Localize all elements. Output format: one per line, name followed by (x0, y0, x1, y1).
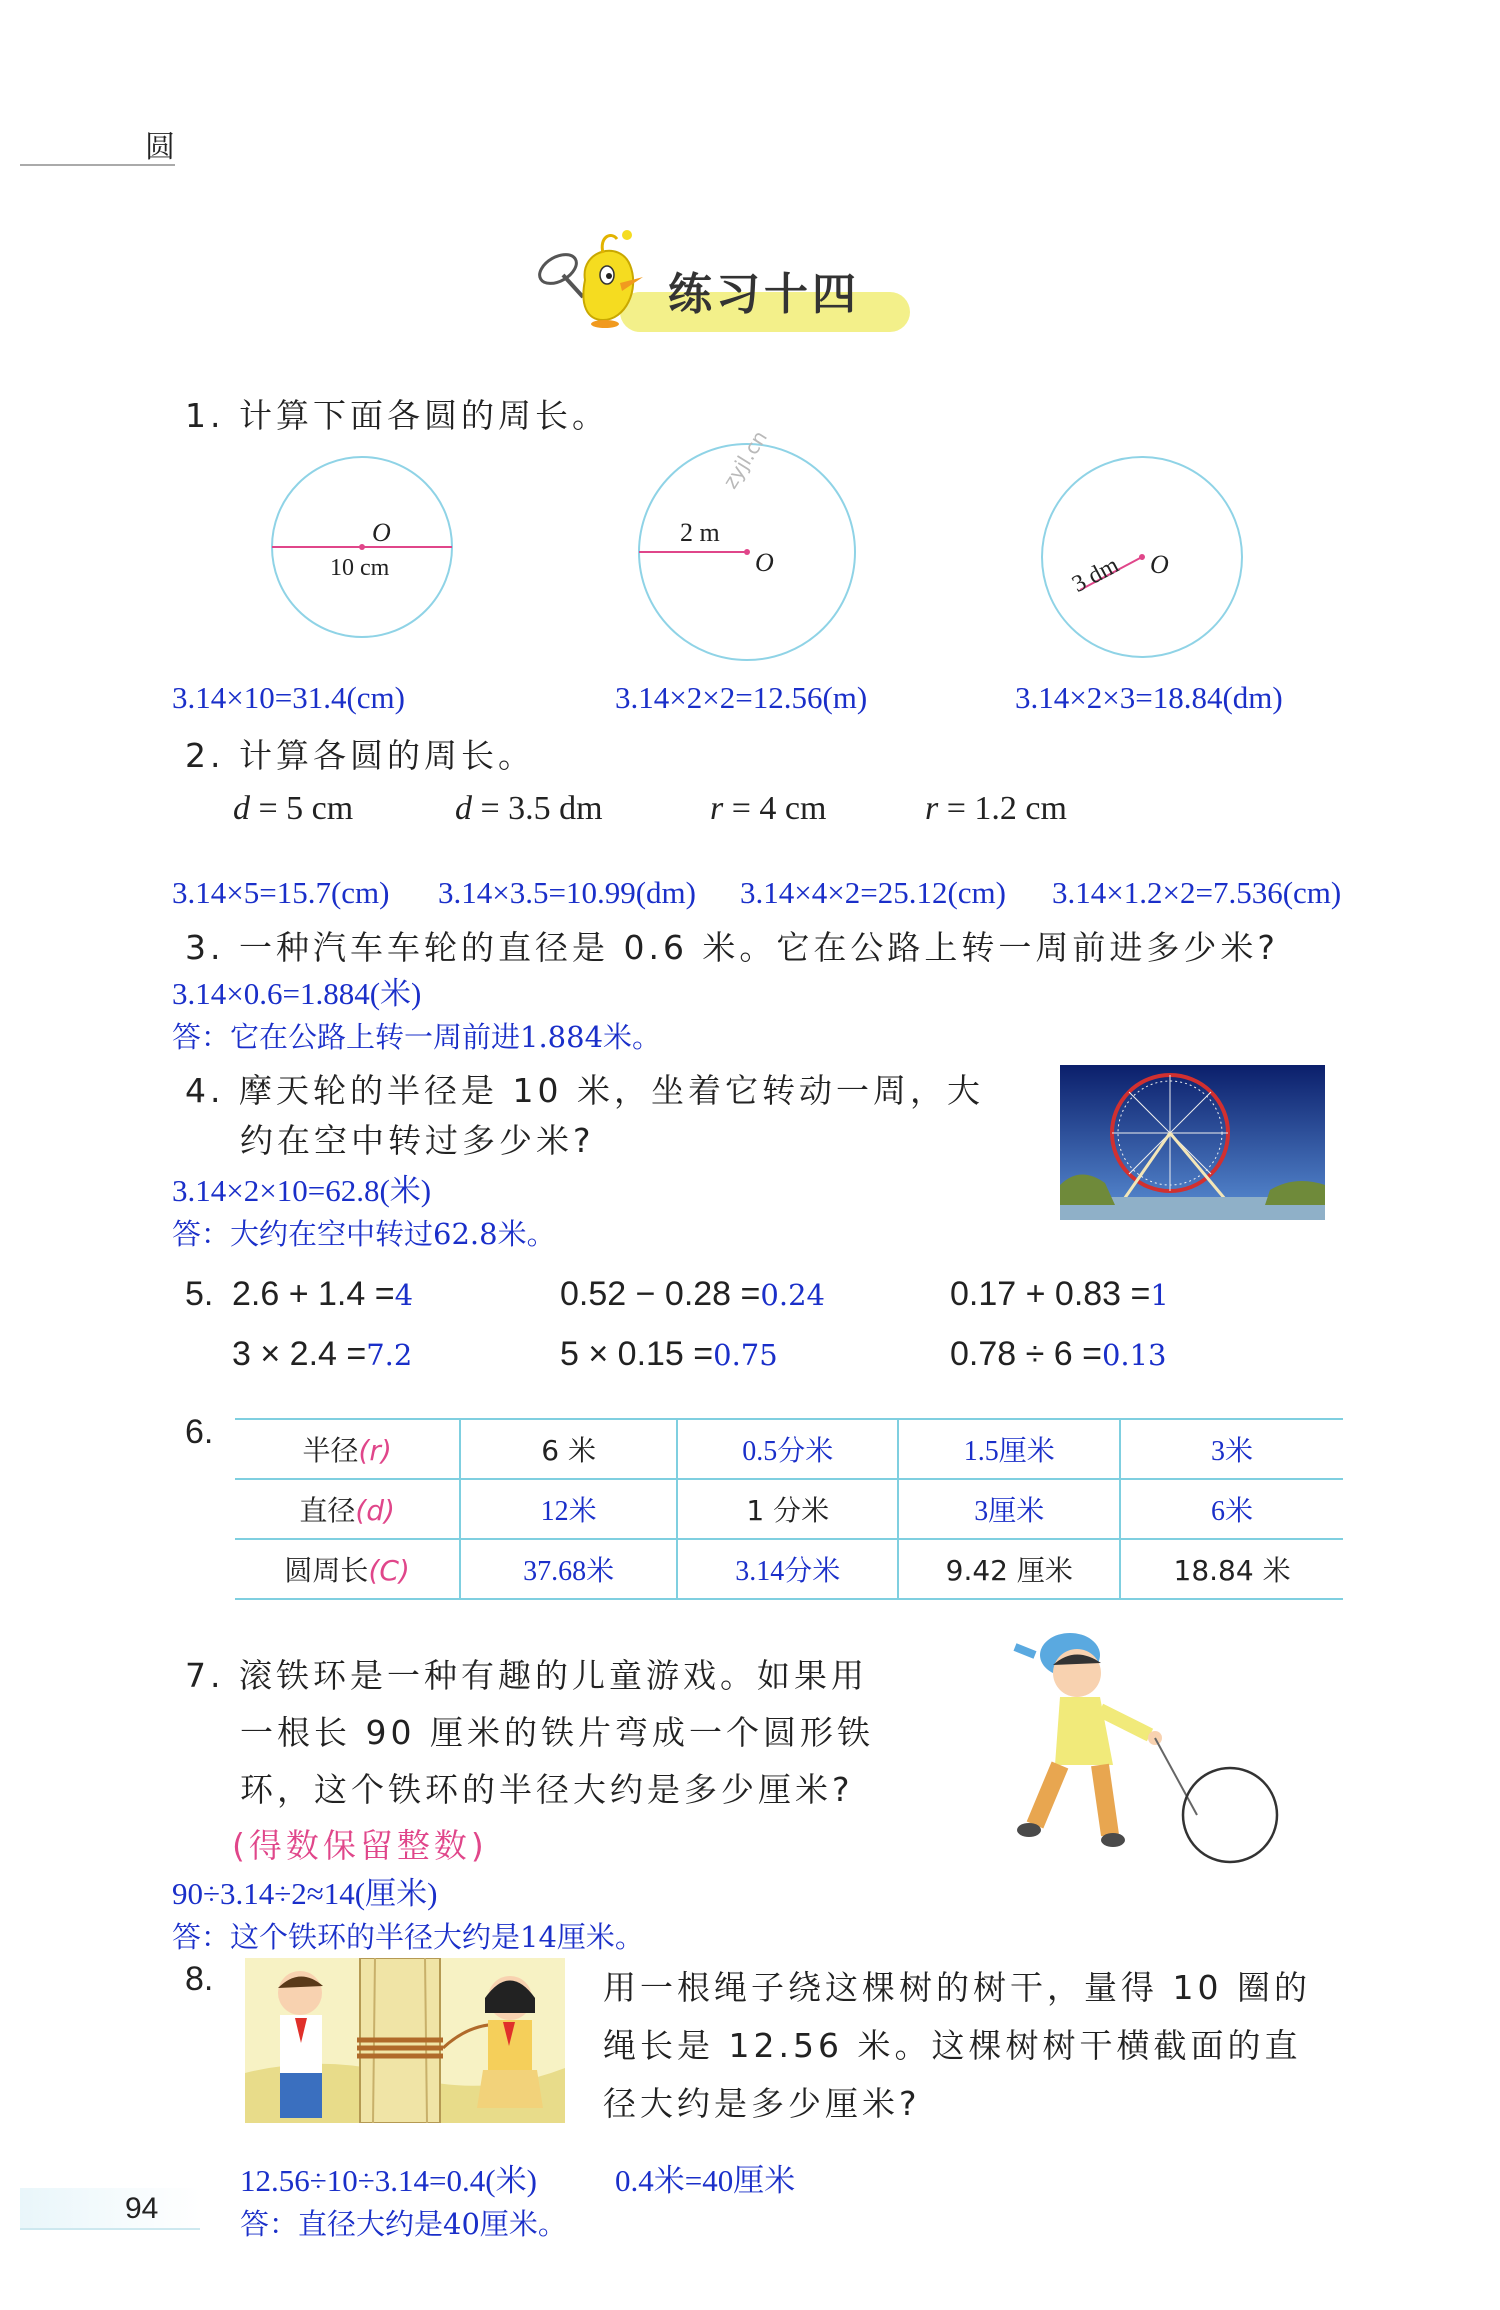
chapter-header (20, 118, 175, 166)
q2-item-3: r = 4 cm (710, 790, 827, 827)
q5-expr-3: 0.17 + 0.83 =1 (950, 1275, 1169, 1313)
q7-answer-2: 答：这个铁环的半径大约是14厘米。 (172, 1920, 644, 1954)
q1-prompt: 1. 计算下面各圆的周长。 (185, 396, 609, 435)
table-row (235, 1479, 1343, 1539)
table-row (235, 1419, 1343, 1479)
q2-answer-4: 3.14×1.2×2=7.536(cm) (1052, 875, 1342, 910)
q1-circle-1 (270, 450, 465, 645)
q1-c1-center-label: O (372, 518, 391, 547)
q8-line-3: 径大约是多少厘米? (603, 2084, 921, 2123)
page-number: 94 (125, 2192, 159, 2225)
ferris-wheel-illustration (1060, 1065, 1325, 1220)
table-cell: 6 米 (460, 1419, 677, 1479)
row-label: 直径(d) (235, 1479, 460, 1539)
q5-expr-6: 0.78 ÷ 6 =0.13 (950, 1335, 1167, 1373)
q1-answer-2: 3.14×2×2=12.56(m) (615, 680, 868, 715)
table-cell: 1.5厘米 (898, 1419, 1120, 1479)
q1-c1-measure: 10 cm (330, 555, 390, 581)
q3-prompt: 3. 一种汽车车轮的直径是 0.6 米。它在公路上转一周前进多少米? (185, 928, 1279, 967)
q4-answer-1: 3.14×2×10=62.8(米) (172, 1173, 432, 1208)
table-cell: 9.42 厘米 (898, 1539, 1120, 1599)
table-cell: 3米 (1120, 1419, 1343, 1479)
footer-band (20, 2188, 200, 2230)
q1-c3-measure: 3 dm (1068, 552, 1124, 598)
q5-number: 5. (185, 1275, 214, 1313)
q2-answer-3: 3.14×4×2=25.12(cm) (740, 875, 1006, 910)
table-cell: 18.84 米 (1120, 1539, 1343, 1599)
q8-answer-1b: 0.4米=40厘米 (615, 2163, 796, 2198)
table-row (235, 1539, 1343, 1599)
page-title: 练习十四 (668, 269, 860, 320)
table-cell: 0.5分米 (677, 1419, 898, 1479)
q1-answer-1: 3.14×10=31.4(cm) (172, 680, 405, 715)
q3-answer-1: 3.14×0.6=1.884(米) (172, 976, 422, 1011)
q7-line-3: 环，这个铁环的半径大约是多少厘米? (240, 1770, 854, 1809)
q4-answer-2: 答：大约在空中转过62.8米。 (172, 1217, 556, 1251)
row-label: 圆周长(C) (235, 1539, 460, 1599)
table-cell: 3厘米 (898, 1479, 1120, 1539)
q2-item-1: d = 5 cm (233, 790, 354, 827)
boy-rolling-hoop-illustration (1005, 1625, 1295, 1885)
q1-circle-3 (1040, 455, 1245, 660)
watermark-text: zyjl.cn (718, 426, 772, 493)
q8-number: 8. (185, 1960, 214, 1998)
table-cell: 1 分米 (677, 1479, 898, 1539)
q5-expr-2: 0.52 − 0.28 =0.24 (560, 1275, 825, 1313)
table-cell: 3.14分米 (677, 1539, 898, 1599)
children-measuring-tree-illustration (245, 1958, 565, 2123)
q1-c3-center-label: O (1150, 550, 1169, 579)
q8-line-2: 绳长是 12.56 米。这棵树树干横截面的直 (603, 2026, 1302, 2065)
q7-line-1: 7. 滚铁环是一种有趣的儿童游戏。如果用 (185, 1656, 868, 1695)
q5-expr-5: 5 × 0.15 =0.75 (560, 1335, 778, 1373)
q2-prompt: 2. 计算各圆的周长。 (185, 736, 535, 775)
q7-line-2: 一根长 90 厘米的铁片弯成一个圆形铁 (240, 1713, 874, 1752)
q1-c2-center-label: O (755, 548, 774, 577)
q1-answer-3: 3.14×2×3=18.84(dm) (1015, 680, 1283, 715)
q2-answer-1: 3.14×5=15.7(cm) (172, 875, 390, 910)
q8-answer-2: 答：直径大约是40厘米。 (240, 2207, 567, 2241)
table-cell: 6米 (1120, 1479, 1343, 1539)
q4-line-1: 4. 摩天轮的半径是 10 米，坐着它转动一周，大 (185, 1071, 984, 1110)
q7-note: (得数保留整数) (232, 1826, 488, 1865)
q5-expr-1: 2.6 + 1.4 =4 (232, 1275, 414, 1313)
q1-c2-measure: 2 m (680, 518, 720, 547)
q8-answer-1: 12.56÷10÷3.14=0.4(米) (240, 2163, 537, 2198)
row-label: 半径(r) (235, 1419, 460, 1479)
table-cell: 37.68米 (460, 1539, 677, 1599)
q8-line-1: 用一根绳子绕这棵树的树干，量得 10 圈的 (603, 1968, 1311, 2007)
q3-answer-2: 答：它在公路上转一周前进1.884米。 (172, 1020, 662, 1054)
table-cell: 12米 (460, 1479, 677, 1539)
q5-expr-4: 3 × 2.4 =7.2 (232, 1335, 413, 1373)
q6-table (235, 1418, 1343, 1600)
chick-mascot-icon (525, 225, 655, 330)
chapter-label: 圆 (145, 130, 175, 165)
q2-answer-2: 3.14×3.5=10.99(dm) (438, 875, 696, 910)
q7-answer-1: 90÷3.14÷2≈14(厘米) (172, 1876, 438, 1911)
q6-number: 6. (185, 1413, 214, 1451)
q2-item-4: r = 1.2 cm (925, 790, 1067, 827)
q4-line-2: 约在空中转过多少米? (240, 1121, 595, 1160)
q2-item-2: d = 3.5 dm (455, 790, 603, 827)
